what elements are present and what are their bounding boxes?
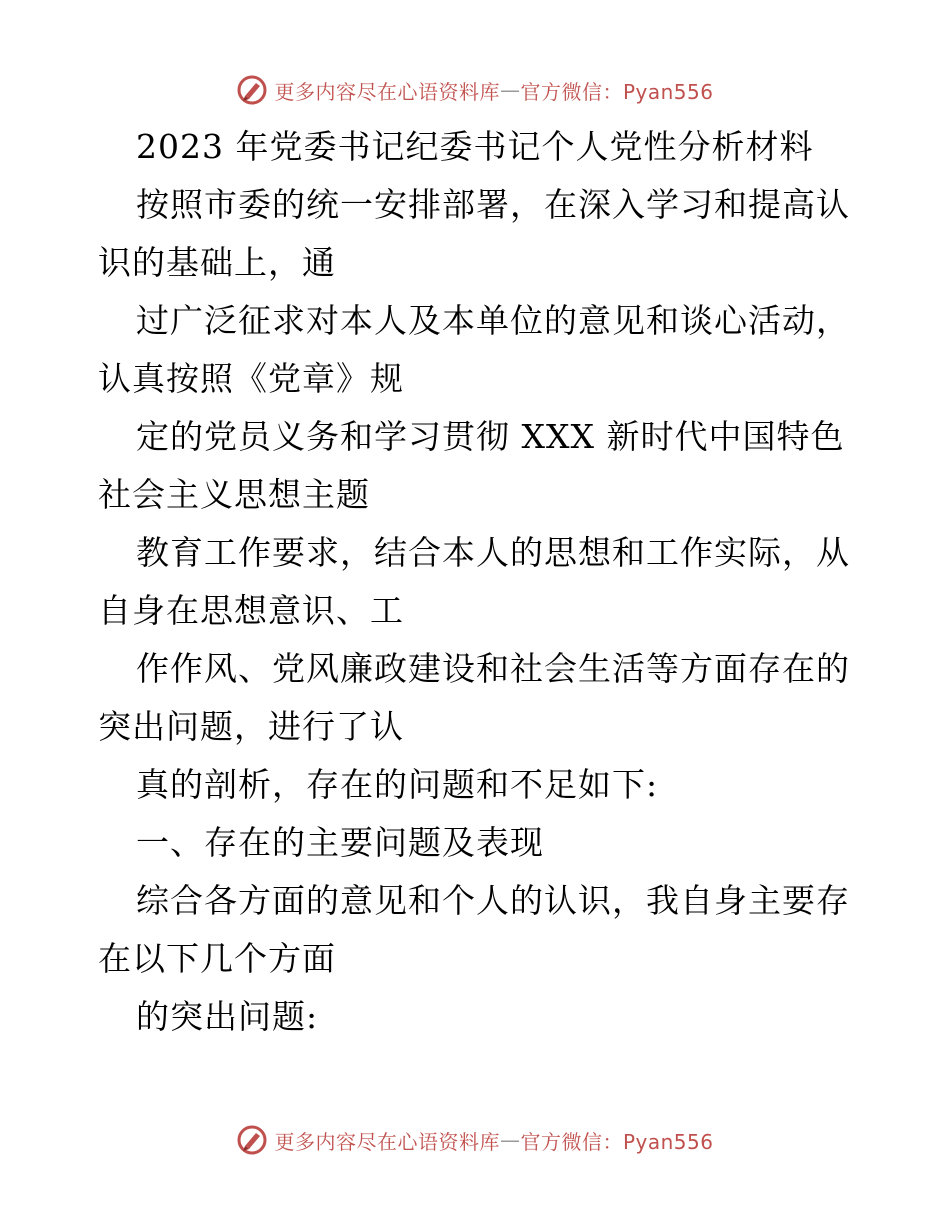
paragraph-line: 综合各方面的意见和个人的认识，我自身主要存 [136,881,850,920]
paragraph-line: 真的剖析，存在的问题和不足如下: [136,765,659,804]
paragraph-line: 过广泛征求对本人及本单位的意见和谈心活动， [136,301,850,340]
paragraph-line: 按照市委的统一安排部署，在深入学习和提高认 [136,185,850,224]
paragraph-line: 自身在思想意识、工 [98,591,404,630]
paragraph-line: 社会主义思想主题 [98,475,370,514]
brand-logo-icon [236,1124,268,1156]
paragraph-line: 在以下几个方面 [98,939,336,978]
header-watermark [0,70,950,110]
watermark-brand-text: 更多内容尽在心语资料库 [274,1129,500,1154]
section-heading: 一、存在的主要问题及表现 [136,823,544,862]
watermark-separator: — [499,78,521,102]
brand-logo-icon [236,74,268,106]
paragraph-line: 的突出问题: [136,997,319,1036]
paragraph-line: 认真按照《党章》规 [98,359,404,398]
watermark-wechat-label: 官方微信：Pyan556 [520,1129,714,1154]
paragraph-line: 识的基础上，通 [98,243,336,282]
paragraph-line: 教育工作要求，结合本人的思想和工作实际，从 [136,533,850,572]
document-body [98,118,858,1046]
watermark-wechat-label: 官方微信：Pyan556 [520,79,714,104]
watermark-separator: — [499,1128,521,1152]
paragraph-line: 定的党员义务和学习贯彻 XXX 新时代中国特色 [136,417,845,456]
paragraph-line: 突出问题，进行了认 [98,707,404,746]
paragraph-line: 作作风、党风廉政建设和社会生活等方面存在的 [136,649,850,688]
watermark-brand-text: 更多内容尽在心语资料库 [274,79,500,104]
footer-watermark [0,1120,950,1160]
document-title: 2023 年党委书记纪委书记个人党性分析材料 [136,127,814,166]
